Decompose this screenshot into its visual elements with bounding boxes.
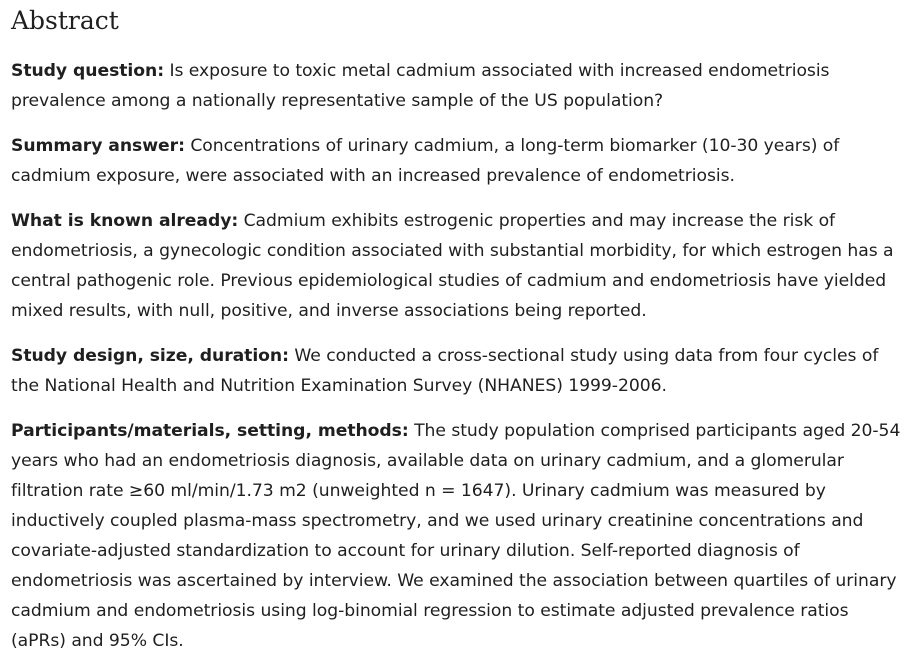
section-text: Is exposure to toxic metal cadmium associated with increased endometriosis prevalence among a nationally representative sample of the US population? (11, 61, 830, 111)
section-study-question (11, 56, 903, 116)
abstract-heading: Abstract (11, 6, 119, 35)
section-text: Concentrations of urinary cadmium, a long-term biomarker (10-30 years) of cadmium exposure, were associated with an increased prevalence of endometriosis. (11, 136, 840, 186)
section-label: Study question: (11, 61, 165, 81)
section-label: Study design, size, duration: (11, 346, 289, 366)
section-what-is-known-already (11, 206, 903, 326)
section-text: The study population comprised participants aged 20-54 years who had an endometriosis diagnosis, available data on urinary cadmium, and a glomerular filtration rate ≥60 ml/min/1.73 m2 (unweighted n = 1647). Urinary cadmium was measured by inductively coupled plasma-mass spectrometry, and we used urinary creatinine concentrations and covariate-adjusted standardization to account for urinary dilution. Self-reported diagnosis of endometriosis was ascertained by interview. We examined the association between quartiles of urinary cadmium and endometriosis using log-binomial regression to estimate adjusted prevalence ratios (aPRs) and 95% CIs. (11, 421, 901, 651)
section-study-design (11, 341, 903, 401)
section-participants-methods (11, 416, 903, 656)
abstract (11, 0, 903, 656)
section-text: We conducted a cross-sectional study using data from four cycles of the National Health and Nutrition Examination Survey (NHANES) 1999-2006. (11, 346, 879, 396)
section-label: Summary answer: (11, 136, 185, 156)
section-label: Participants/materials, setting, methods: (11, 421, 409, 441)
section-summary-answer (11, 131, 903, 191)
section-text: Cadmium exhibits estrogenic properties and may increase the risk of endometriosis, a gynecologic condition associated with substantial morbidity, for which estrogen has a central pathogenic role. Previous epidemiological studies of cadmium and endometriosis have yielded mixed results, with null, positive, and inverse associations being reported. (11, 211, 894, 321)
section-label: What is known already: (11, 211, 239, 231)
